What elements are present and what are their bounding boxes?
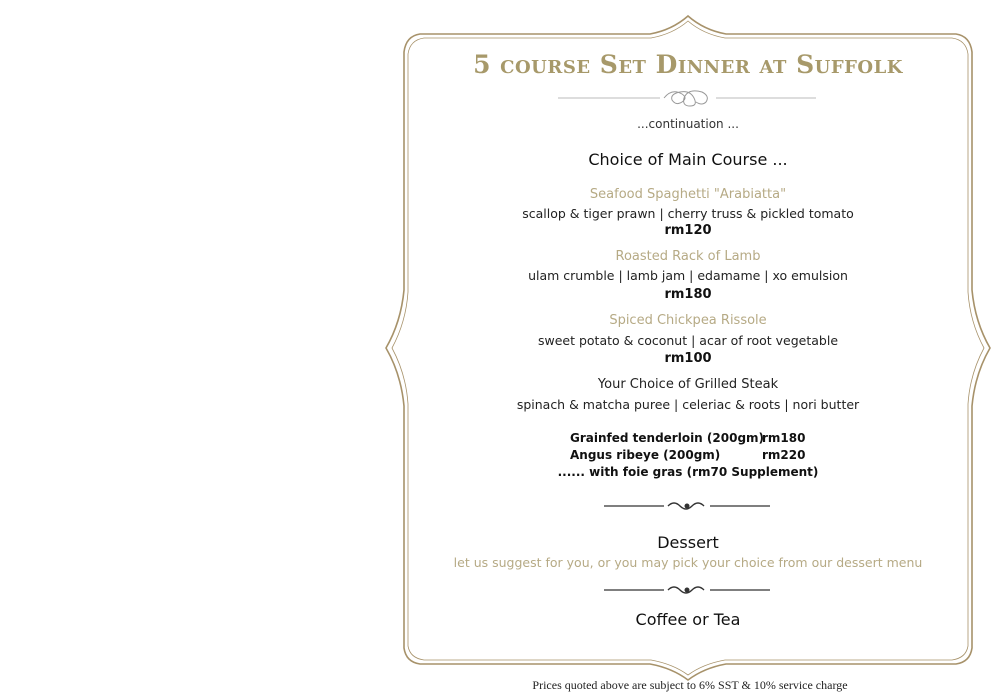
coffee-tea-heading: Coffee or Tea xyxy=(635,610,741,629)
steak-option-price: rm220 xyxy=(762,448,806,462)
steak-option-label: Grainfed tenderloin (200gm) xyxy=(570,431,765,445)
steak-description: spinach & matcha puree | celeriac & roots | nori butter xyxy=(516,397,860,412)
foie-gras-supplement: ...... with foie gras (rm70 Supplement) xyxy=(557,465,819,479)
dish-description: sweet potato & coconut | acar of root vegetable xyxy=(537,333,839,348)
continuation-note: ...continuation ... xyxy=(637,117,739,131)
dish-name: Seafood Spaghetti "Arabiatta" xyxy=(589,187,787,202)
divider-ornament xyxy=(604,587,770,593)
dish-name: Spiced Chickpea Rissole xyxy=(609,313,767,328)
dessert-note: let us suggest for you, or you may pick your choice from our dessert menu xyxy=(453,555,923,570)
main-course-heading: Choice of Main Course ... xyxy=(588,150,788,169)
steak-option-label: Angus ribeye (200gm) xyxy=(570,448,721,462)
steak-option xyxy=(570,431,830,445)
dish-price: rm100 xyxy=(664,351,712,366)
frame-border-outer xyxy=(386,16,990,680)
dish-price: rm120 xyxy=(664,223,712,238)
dish-name: Roasted Rack of Lamb xyxy=(615,249,761,264)
dessert-heading: Dessert xyxy=(657,533,719,552)
page-title: 5 course Set Dinner at Suffolk xyxy=(473,50,903,79)
steak-option-price: rm180 xyxy=(762,431,806,445)
dish-description: ulam crumble | lamb jam | edamame | xo emulsion xyxy=(528,268,848,283)
dish-description: scallop & tiger prawn | cherry truss & pickled tomato xyxy=(522,206,854,221)
divider-ornament xyxy=(604,503,770,509)
title-flourish xyxy=(558,91,816,106)
price-footnote: Prices quoted above are subject to 6% SST & 10% service charge xyxy=(532,678,848,692)
steak-option xyxy=(570,448,830,462)
steak-name: Your Choice of Grilled Steak xyxy=(597,377,779,392)
dish-price: rm180 xyxy=(664,287,712,302)
